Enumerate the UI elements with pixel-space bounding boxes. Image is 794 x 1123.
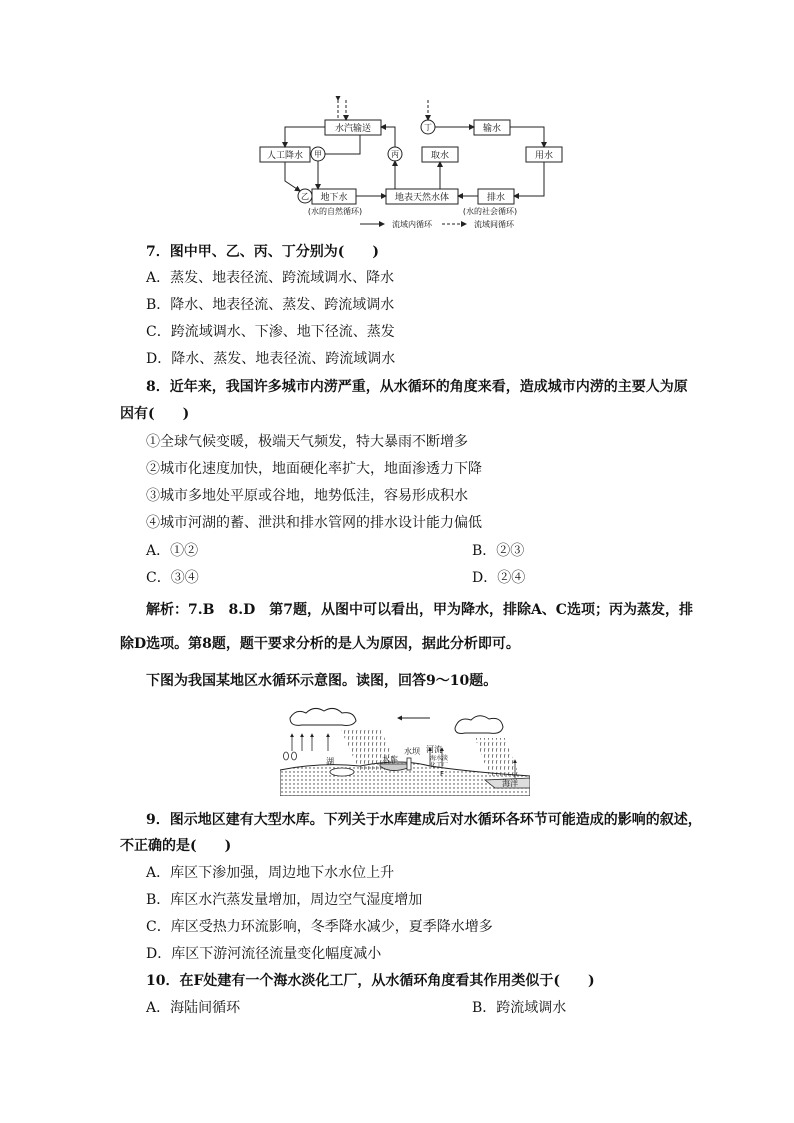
- q8-option-c: C．③④: [146, 570, 199, 586]
- label-ding: 丁: [424, 123, 432, 132]
- fig2-reservoir: 水库: [382, 755, 398, 764]
- label-transfer: 输水: [482, 124, 502, 134]
- water-cycle-diagram: [250, 96, 570, 236]
- q10-stem: 10．在F处建有一个海水淡化工厂，从水循环角度看其作用类似于( ): [146, 973, 595, 989]
- q8-option-b: B．②③: [472, 543, 525, 559]
- q8-option-a: A．①②: [146, 543, 199, 559]
- legend-inter: 流域间循环: [474, 220, 514, 229]
- analysis-line-1: 解析：7.B 8.D 第7题，从图中可以看出，甲为降水，排除A、C选项；丙为蒸发，排: [146, 602, 693, 618]
- label-intake: 取水: [430, 151, 450, 161]
- label-use: 用水: [534, 151, 554, 161]
- q7-option-d: D．降水、蒸发、地表径流、跨流域调水: [146, 351, 396, 367]
- q7-option-b: B．降水、地表径流、蒸发、跨流域调水: [146, 297, 395, 313]
- label-artificial-rain: 人工降水: [266, 151, 304, 161]
- q8-option-d: D．②④: [472, 570, 526, 586]
- label-jia: 甲: [314, 150, 322, 159]
- q10-option-a: A．海陆间循环: [146, 1000, 241, 1016]
- q9-option-d: D．库区下游河流径流量变化幅度减小: [146, 946, 382, 962]
- fig2-desal-1: 海水淡: [430, 755, 449, 762]
- q8-stem-1: 8．近年来，我国许多城市内涝严重，从水循环的角度来看，造成城市内涝的主要人为原: [146, 379, 688, 395]
- q7-option-c: C．跨流域调水、下渗、地下径流、蒸发: [146, 324, 395, 340]
- label-groundwater: 地下水: [320, 193, 348, 203]
- label-vapor: 水汽输送: [334, 124, 372, 134]
- q9-stem-2: 不正确的是( ): [120, 838, 232, 854]
- q8-stem-2: 因有( ): [120, 406, 190, 422]
- q8-item-3: ③城市多地处平原或谷地，地势低洼，容易形成积水: [146, 488, 468, 504]
- cloud-left: [290, 708, 356, 725]
- q8-item-1: ①全球气候变暖，极端天气频发，特大暴雨不断增多: [146, 434, 468, 450]
- label-drain: 排水: [486, 193, 506, 203]
- q8-item-4: ④城市河湖的蓄、泄洪和排水管网的排水设计能力偏低: [146, 515, 482, 531]
- q9-option-a: A．库区下渗加强，周边地下水水位上升: [146, 865, 395, 881]
- cloud-right: [455, 716, 503, 734]
- q10-option-b: B．跨流域调水: [472, 1000, 567, 1016]
- label-social-cycle: (水的社会循环): [462, 207, 518, 216]
- dam-shape: [407, 758, 411, 770]
- fig2-river: 河流: [426, 745, 442, 754]
- q7-option-a: A．蒸发、地表径流、跨流域调水、降水: [146, 270, 395, 286]
- fig2-desal-2: 化工厂: [430, 762, 449, 769]
- label-surface-water: 地表天然水体: [394, 193, 450, 203]
- fig2-ocean: 海洋: [502, 779, 518, 788]
- q9-stem-1: 9．图示地区建有大型水库。下列关于水库建成后对水循环各环节可能造成的影响的叙述，: [146, 812, 702, 828]
- label-natural-cycle: (水的自然循环): [307, 207, 363, 216]
- fig2-point-f: F: [440, 770, 445, 778]
- label-bing: 丙: [391, 150, 399, 159]
- fig2-lake: 湖: [326, 757, 334, 766]
- analysis-line-2: 除D选项。第8题，题干要求分析的是人为原因，据此分析即可。: [120, 636, 520, 652]
- q9-option-c: C．库区受热力环流影响，冬季降水减少，夏季降水增多: [146, 919, 493, 935]
- fig2-dam: 水坝: [404, 747, 420, 756]
- q9-10-intro: 下图为我国某地区水循环示意图。读图，回答9～10题。: [146, 673, 498, 689]
- label-yi: 乙: [301, 192, 309, 201]
- legend-inner: 流域内循环: [392, 220, 432, 229]
- q7-stem: 7．图中甲、乙、丙、丁分别为( ): [146, 244, 379, 260]
- regional-water-cycle-figure: [280, 706, 530, 796]
- q8-item-2: ②城市化速度加快，地面硬化率扩大，地面渗透力下降: [146, 461, 482, 477]
- q9-option-b: B．库区水汽蒸发量增加，周边空气湿度增加: [146, 892, 423, 908]
- lake-shape: [330, 768, 354, 776]
